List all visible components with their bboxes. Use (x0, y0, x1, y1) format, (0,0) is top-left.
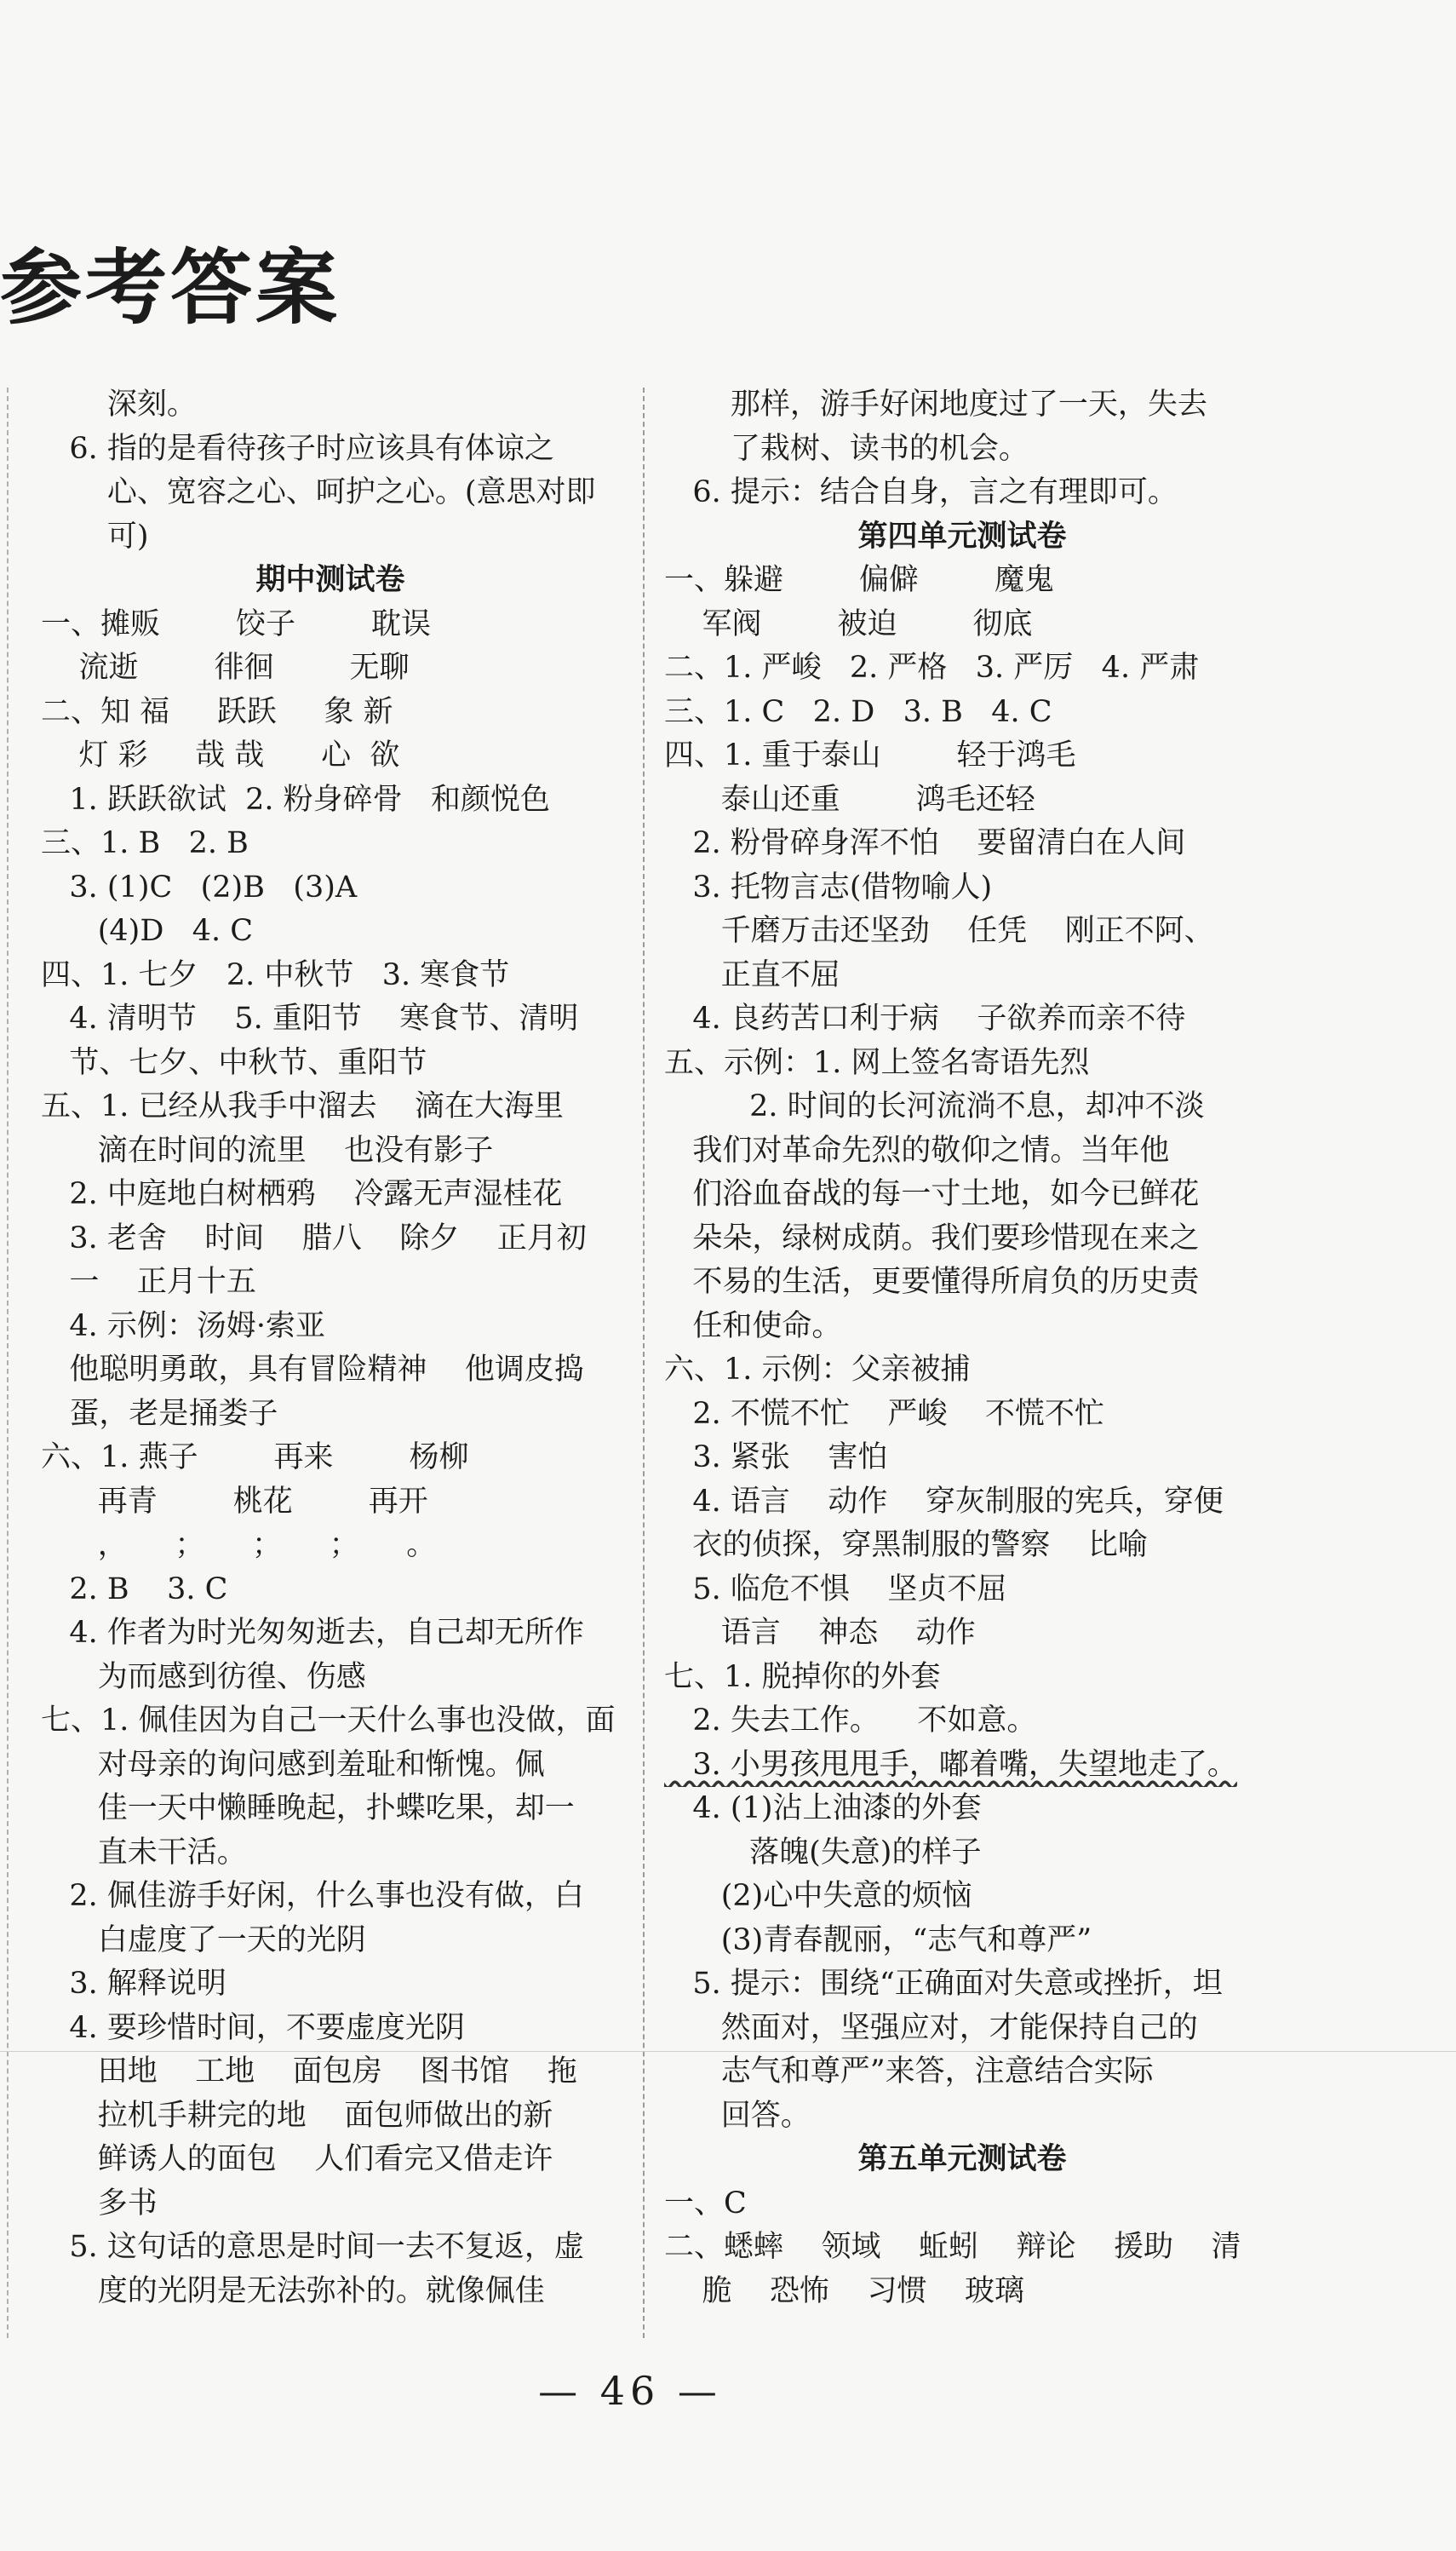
answer-line: 四、1. 七夕 2. 中秋节 3. 寒食节 (41, 957, 510, 992)
answer-line: 可) (41, 519, 149, 554)
answer-line: 不易的生活，更要懂得所肩负的历史责 (664, 1265, 1200, 1299)
answer-line: 五、示例：1. 网上签名寄语先烈 (664, 1045, 1090, 1080)
answer-line: 4. 良药苦口利于病 子欲养而亲不待 (664, 1002, 1186, 1036)
answer-line: 3. 老舍 时间 腊八 除夕 正月初 (41, 1221, 587, 1255)
answer-line: 3. (1)C (2)B (3)A (41, 870, 358, 905)
answer-line: 一、躲避 偏僻 魔鬼 (664, 563, 1055, 597)
answer-line: 3. 紧张 害怕 (664, 1440, 888, 1474)
answer-line: 4. 要珍惜时间，不要虚度光阴 (41, 2010, 465, 2045)
answer-line: 六、1. 示例：父亲被捕 (664, 1353, 971, 1387)
answer-line: 志气和尊严”来答，注意结合实际 (664, 2054, 1154, 2088)
answer-line: 田地 工地 面包房 图书馆 拖 (41, 2054, 577, 2088)
answer-line: 4. 语言 动作 穿灰制服的宪兵，穿便 (664, 1484, 1224, 1519)
answer-line: 我们对革命先烈的敬仰之情。当年他 (664, 1133, 1170, 1168)
answer-line: 5. 这句话的意思是时间一去不复返，虚 (41, 2230, 584, 2264)
answer-line: 三、1. C 2. D 3. B 4. C (664, 694, 1052, 729)
answer-line: 了栽树、读书的机会。 (664, 431, 1029, 466)
answer-line: 直未干活。 (41, 1835, 247, 1870)
answer-line: 六、1. 燕子 再来 杨柳 (41, 1440, 469, 1474)
answer-line: 五、1. 已经从我手中溜去 滴在大海里 (41, 1089, 565, 1123)
answer-line: 正直不屈 (664, 957, 840, 992)
answer-line: 他聪明勇敢，具有冒险精神 他调皮捣 (41, 1353, 584, 1387)
column-divider (643, 388, 645, 2338)
answer-line: 5. 临危不惧 坚贞不屈 (664, 1571, 1007, 1606)
answer-line: 6. 指的是看待孩子时应该具有体谅之 (41, 431, 554, 466)
answer-line: 然面对，坚强应对，才能保持自己的 (664, 2010, 1198, 2045)
answer-line: 再青 桃花 再开 (41, 1484, 428, 1519)
edge-divider (7, 388, 9, 2338)
answer-line: 落魄(失意)的样子 (664, 1835, 982, 1870)
left-column (41, 383, 620, 2313)
answer-line: 鲜诱人的面包 人们看完又借走许 (41, 2142, 553, 2176)
answer-line: 二、蟋蟀 领域 蚯蚓 辩论 援助 清 (664, 2230, 1241, 2264)
answer-line: 千磨万击还坚劲 任凭 刚正不阿、 (664, 914, 1214, 948)
answer-line: 为而感到彷徨、伤感 (41, 1659, 366, 1694)
answer-line: 三、1. B 2. B (41, 826, 249, 860)
answer-line: 1. 跃跃欲试 2. 粉身碎骨 和颜悦色 (41, 782, 551, 817)
answer-line: 节、七夕、中秋节、重阳节 (41, 1045, 427, 1080)
answer-line: 4. (1)沾上油漆的外套 (664, 1791, 982, 1825)
answer-line: 4. 作者为时光匆匆逝去，自己却无所作 (41, 1616, 584, 1650)
answer-line: 七、1. 脱掉你的外套 (664, 1659, 941, 1694)
answer-line: 3. 小男孩甩甩手，嘟着嘴，失望地走了。 (664, 1747, 1237, 1782)
answer-line: 白虚度了一天的光阴 (41, 1922, 366, 1957)
page-number: — 46 — (538, 2368, 722, 2414)
answer-line: 3. 解释说明 (41, 1967, 226, 2001)
answer-line: 5. 提示：围绕“正确面对失意或挫折，坦 (664, 1967, 1223, 2001)
section-heading: 期中测试卷 (255, 563, 405, 597)
answer-line: (3)青春靓丽，“志气和尊严” (664, 1922, 1092, 1957)
answer-line: 一、C (664, 2186, 747, 2221)
answer-line: 七、1. 佩佳因为自己一天什么事也没做，面 (41, 1704, 616, 1738)
answer-line: 二、1. 严峻 2. 严格 3. 严厉 4. 严肃 (664, 651, 1200, 685)
answer-line: 2. 中庭地白树栖鸦 冷露无声湿桂花 (41, 1177, 563, 1211)
answer-line: 3. 托物言志(借物喻人) (664, 870, 993, 905)
answer-line: 蛋，老是捅娄子 (41, 1396, 278, 1431)
answer-line: 军阀 被迫 彻底 (664, 606, 1033, 641)
section-heading: 第四单元测试卷 (857, 519, 1067, 554)
answer-line: 心、宽容之心、呵护之心。(意思对即 (41, 475, 596, 509)
answer-line: 回答。 (664, 2098, 811, 2133)
answer-line: 一 正月十五 (41, 1265, 256, 1299)
answer-line: 一、摊贩 饺子 耽误 (41, 606, 432, 641)
answer-line: 2. 佩佳游手好闲，什么事也没有做，白 (41, 1879, 584, 1913)
answer-line: 流逝 徘徊 无聊 (41, 651, 410, 685)
answer-line: 任和使命。 (664, 1308, 842, 1343)
fold-line (0, 2051, 1456, 2052)
answer-line: 脆 恐怖 习惯 玻璃 (664, 2273, 1025, 2308)
answer-line: 6. 提示：结合自身，言之有理即可。 (664, 475, 1178, 509)
answer-line: 那样，游手好闲地度过了一天，失去 (664, 388, 1207, 422)
answer-line: 朵朵，绿树成荫。我们要珍惜现在来之 (664, 1221, 1200, 1255)
answer-line: 4. 清明节 5. 重阳节 寒食节、清明 (41, 1002, 579, 1036)
answer-line: 们浴血奋战的每一寸土地，如今已鲜花 (664, 1177, 1200, 1211)
answer-line: 2. 失去工作。 不如意。 (664, 1704, 1037, 1738)
answer-line: 拉机手耕完的地 面包师做出的新 (41, 2098, 553, 2133)
answer-line: 多书 (41, 2186, 158, 2221)
answer-line: 2. 粉骨碎身浑不怕 要留清白在人间 (664, 826, 1186, 860)
page-title: 参考答案 (0, 239, 341, 336)
answer-line: 灯 彩 哉 哉 心 欲 (41, 738, 400, 773)
answer-line: 2. 时间的长河流淌不息，却冲不淡 (664, 1089, 1205, 1123)
answer-line: 语言 神态 动作 (664, 1616, 976, 1650)
section-heading: 第五单元测试卷 (857, 2142, 1067, 2176)
answer-line: (4)D 4. C (41, 914, 254, 948)
answer-line: 2. B 3. C (41, 1571, 228, 1606)
answer-line: 度的光阴是无法弥补的。就像佩佳 (41, 2273, 545, 2308)
answer-line: 四、1. 重于泰山 轻于鸿毛 (664, 738, 1076, 773)
right-column (664, 383, 1260, 2313)
answer-line: 衣的侦探，穿黑制服的警察 比喻 (664, 1528, 1148, 1562)
answer-line: 4. 示例：汤姆·索亚 (41, 1308, 326, 1343)
answer-line: 二、知 福 跃跃 象 新 (41, 694, 393, 729)
answer-line: 滴在时间的流里 也没有影子 (41, 1133, 494, 1168)
answer-line: 深刻。 (41, 388, 197, 422)
answer-line: 泰山还重 鸿毛还轻 (664, 782, 1035, 817)
answer-line: 2. 不慌不忙 严峻 不慌不忙 (664, 1396, 1104, 1431)
answer-line: (2)心中失意的烦恼 (664, 1879, 972, 1913)
answer-line: 对母亲的询问感到羞耻和惭愧。佩 (41, 1747, 545, 1782)
answer-line: ， ； ； ； 。 (41, 1528, 437, 1562)
answer-line: 佳一天中懒睡晚起，扑蝶吃果，却一 (41, 1791, 575, 1825)
